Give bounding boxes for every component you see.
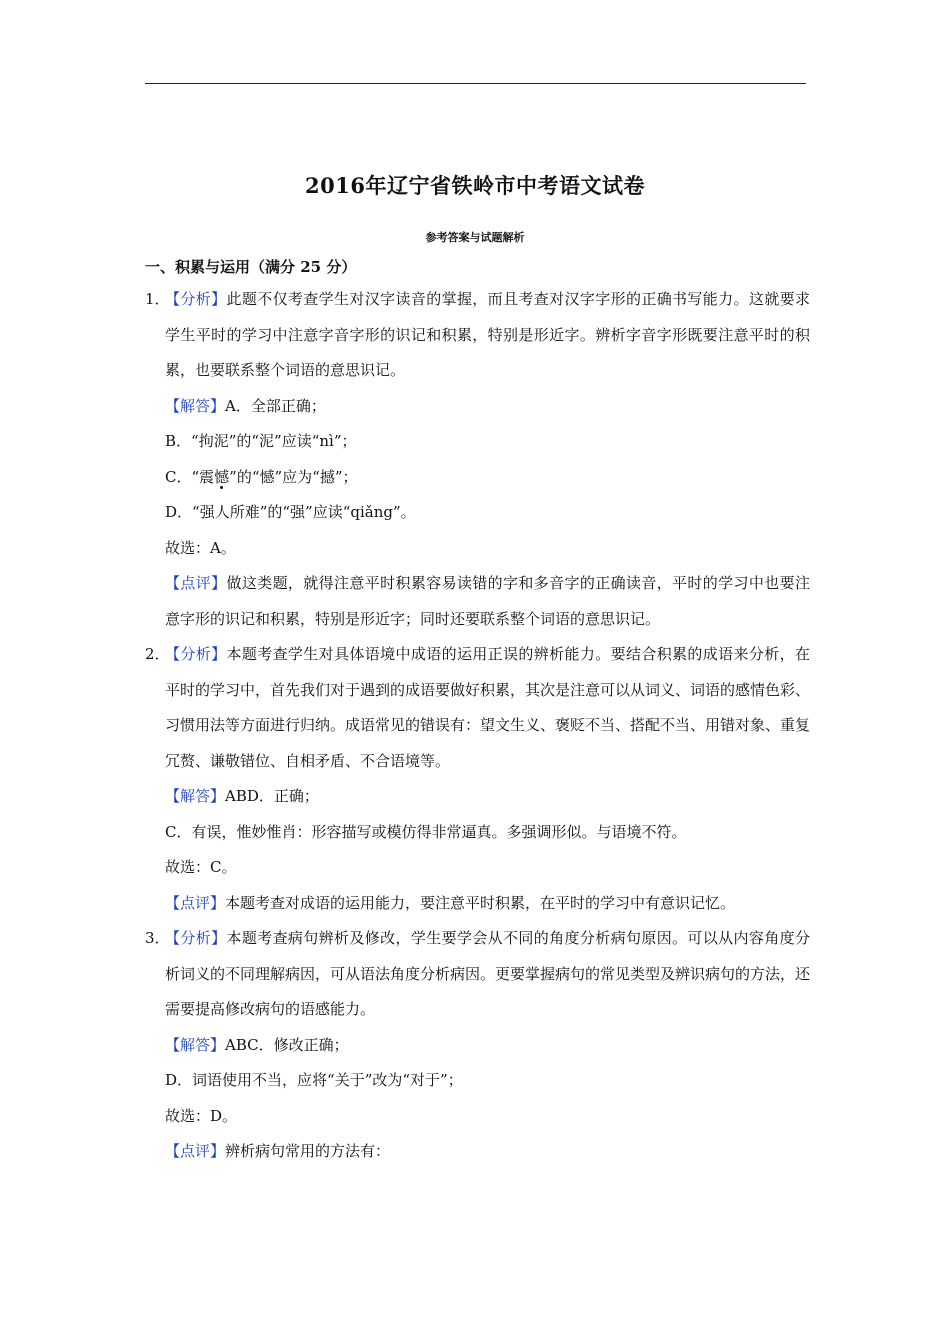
q2-comment-text: 本题考查对成语的运用能力，要注意平时积累，在平时的学习中有意识记忆。 (225, 893, 736, 912)
q1-analysis-tag: 【分析】 (165, 290, 227, 308)
q1-option-d: D．“强人所难”的“强”应读“qiǎng”。 (165, 503, 416, 521)
q1-option-c-post: ”的“憾”应为“撼”； (229, 467, 358, 486)
q2-comment (145, 886, 810, 922)
q1-answer-tag: 【解答】 (165, 396, 226, 415)
q2-number: 2． (145, 645, 170, 663)
q1-option-c-dotted-char: 憾 (214, 467, 230, 486)
header-rule (145, 83, 806, 84)
q1-option-b: B．“拘泥”的“泥”应读“nì”； (165, 432, 357, 450)
q3-comment-text: 辨析病句常用的方法有： (225, 1142, 391, 1160)
q2-analysis (145, 637, 810, 779)
q2-analysis-text: 本题考查学生对具体语境中成语的运用正误的辨析能力。要结合积累的成语来分析，在平时的学习中，首先我们对于遇到的成语要做好积累，其次是注意可以从词义、词语的感情色彩、习惯用法等方面进行归纳。成语常见的错误有：望文生义、褒贬不当、搭配不当、用错对象、重复冗赘、谦敬错位、自相矛盾、不合语境等。 (165, 645, 811, 770)
q1-option-c (145, 460, 810, 496)
q1-answer-text: A．全部正确； (225, 396, 326, 415)
q3-analysis-text: 本题考查病句辨析及修改，学生要学会从不同的角度分析病句原因。可以从内容角度分析词义的不同理解病因，可从语法角度分析病因。更要掌握病句的常见类型及辨识病句的方法，还需要提高修改病句的语感能力。 (165, 929, 811, 1018)
q1-analysis-text: 此题不仅考查学生对汉字读音的掌握，而且考查对汉字字形的正确书写能力。这就要求学生平时的学习中注意字音字形的识记和积累，特别是形近字。辨析字音字形既要注意平时的积累，也要联系整个词语的意思识记。 (165, 290, 810, 379)
q3-answer-text: ABC．修改正确； (225, 1035, 349, 1054)
section-heading: 一、积累与运用（满分 25 分） (145, 258, 357, 276)
q2-answer-text: ABD．正确； (225, 787, 319, 805)
q2-answer-tag: 【解答】 (165, 787, 226, 805)
q1-option-c-pre: C．“震 (165, 467, 215, 486)
q2-analysis-tag: 【分析】 (165, 645, 227, 663)
q3-comment (145, 1134, 810, 1170)
q3-answer-tag: 【解答】 (165, 1035, 226, 1054)
document-title: 2016年辽宁省铁岭市中考语文试卷 (305, 173, 645, 198)
q1-comment-tag: 【点评】 (165, 574, 227, 592)
q3-comment-tag: 【点评】 (165, 1142, 226, 1160)
q1-answer (145, 389, 810, 425)
answer-content (145, 282, 810, 1170)
q3-number: 3． (145, 929, 170, 947)
q1-comment (145, 566, 810, 637)
q3-answer (145, 1028, 810, 1064)
q2-comment-tag: 【点评】 (165, 893, 226, 912)
q1-choice: 故选：A。 (165, 538, 236, 557)
q2-answer (145, 779, 810, 815)
q3-analysis-tag: 【分析】 (165, 929, 227, 947)
q1-number: 1． (145, 290, 170, 308)
q2-choice: 故选：C。 (165, 858, 237, 876)
q2-option-c: C．有误，惟妙惟肖：形容描写或模仿得非常逼真。多强调形似。与语境不符。 (165, 822, 687, 841)
q1-comment-text: 做这类题，就得注意平时积累容易读错的字和多音字的正确读音，平时的学习中也要注意字形的识记和积累，特别是形近字；同时还要联系整个词语的意思识记。 (165, 574, 810, 628)
document-subtitle: 参考答案与试题解析 (425, 231, 525, 244)
q3-choice: 故选：D。 (165, 1106, 238, 1125)
q3-option-d: D．词语使用不当，应将“关于”改为“对于”； (165, 1071, 463, 1089)
q1-analysis (145, 282, 810, 389)
q3-analysis (145, 921, 810, 1028)
